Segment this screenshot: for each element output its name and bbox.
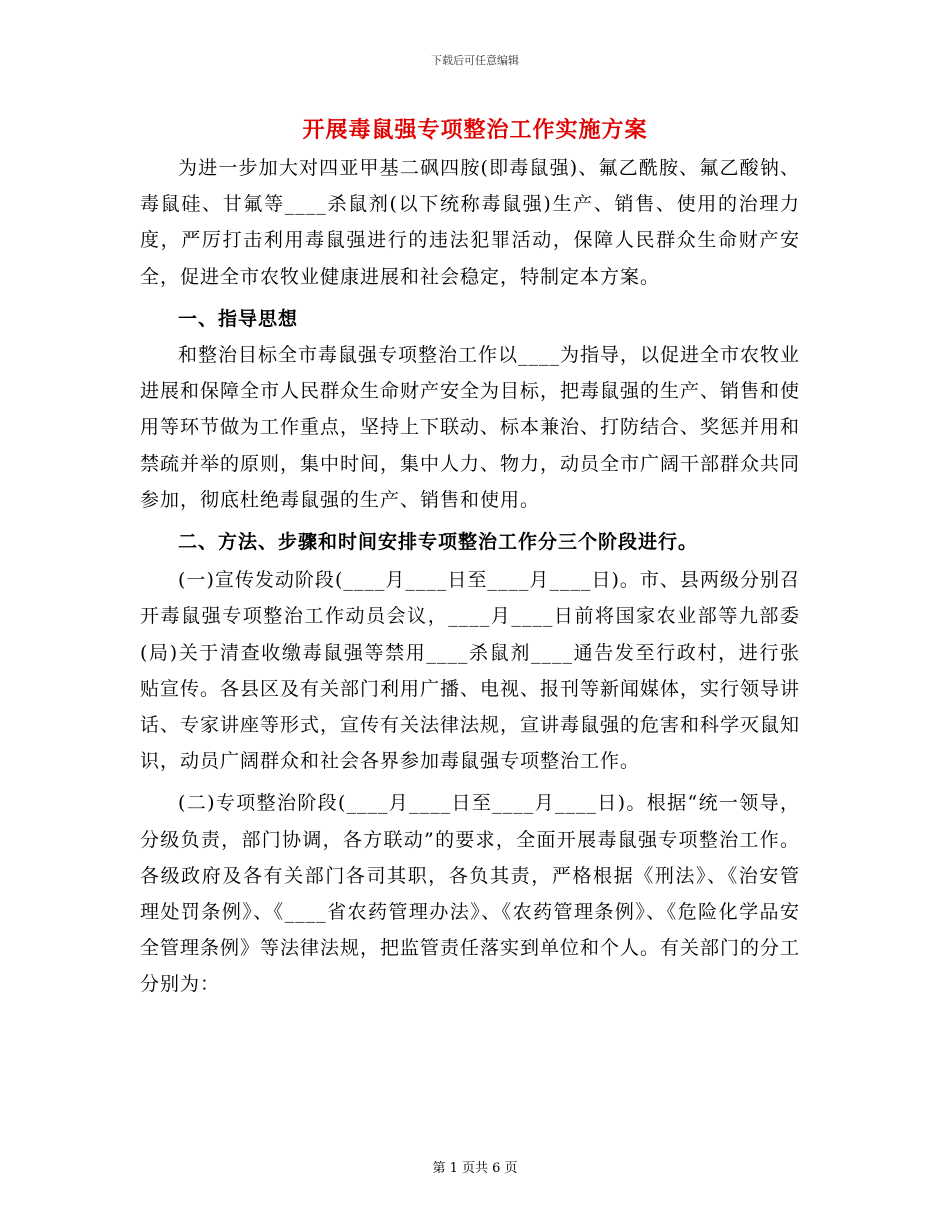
page-number: 第 1 页共 6 页 — [432, 1161, 518, 1176]
intro-paragraph: 为进一步加大对四亚甲基二砜四胺(即毒鼠强)、氟乙酰胺、氟乙酸钠、毒鼠硅、甘氟等____杀鼠剂(以下统称毒鼠强)生产、销售、使用的治理力度，严厉打击利用毒鼠强进行的违法犯罪活动，保障人民群众生命财产安全，促进全市农牧业健康进展和社会稳定，特制定本方案。 — [140, 157, 800, 288]
stage-one-paragraph: (一)宣传发动阶段(____月____日至____月____日)。市、县两级分别召开毒鼠强专项整治工作动员会议，____月____日前将国家农业部等九部委(局)关于清查收缴毒鼠强等禁用____杀鼠剂____通告发至行政村，进行张贴宣传。各县区及有关部门利用广播、电视、报刊等新闻媒体，实行领导讲话、专家讲座等形式，宣传有关法律法规，宣讲毒鼠强的危害和科学灭鼠知识，动员广阔群众和社会各界参加毒鼠强专项整治工作。 — [140, 569, 801, 773]
guiding-ideology-paragraph: 和整治目标全市毒鼠强专项整治工作以____为指导，以促进全市农牧业进展和保障全市人民群众生命财产安全为目标，把毒鼠强的生产、销售和使用等环节做为工作重点，坚持上下联动、标本兼治、打防结合、奖惩并用和禁疏并举的原则，集中时间，集中人力、物力，动员全市广阔干部群众共同参加，彻底杜绝毒鼠强的生产、销售和使用。 — [140, 344, 801, 511]
page-header-note: 下载后可任意编辑 — [431, 54, 519, 67]
section-heading-guiding-ideology: 一、指导思想 — [178, 307, 299, 330]
document-body — [140, 150, 800, 1003]
section-heading-methods-steps: 二、方法、步骤和时间安排专项整治工作分三个阶段进行。 — [178, 531, 699, 554]
stage-two-paragraph: (二)专项整治阶段(____月____日至____月____日)。根据“统一领导，分级负责，部门协调，各方联动”的要求，全面开展毒鼠强专项整治工作。各级政府及各有关部门各司其职，各负其责，严格根据《刑法》、《治安管理处罚条例》、《____省农药管理办法》、《农药管理条例》、《危险化学品安全管理条例》等法律法规，把监管责任落实到单位和个人。有关部门的分工分别为： — [140, 792, 801, 996]
document-title: 开展毒鼠强专项整治工作实施方案 — [302, 117, 648, 143]
